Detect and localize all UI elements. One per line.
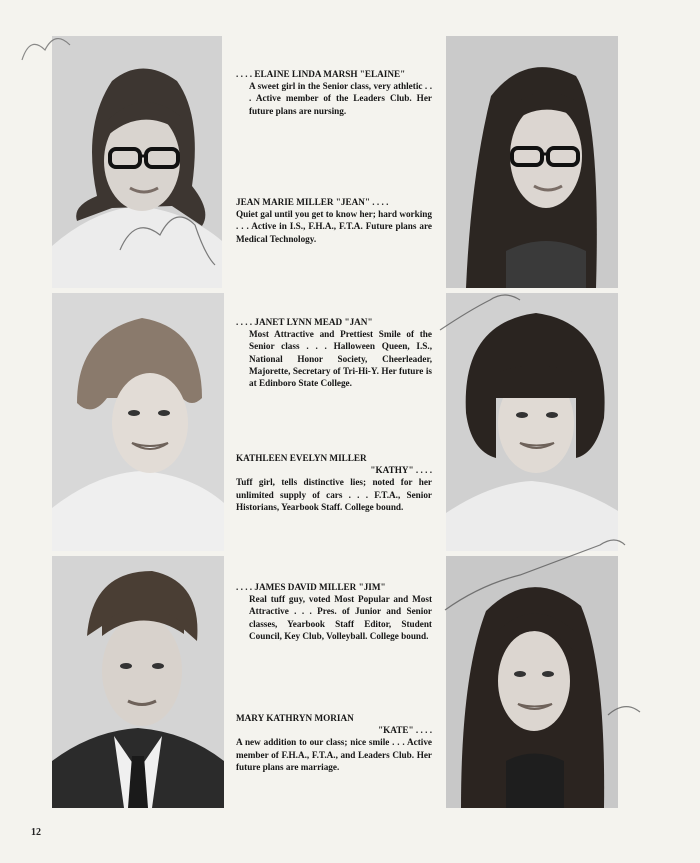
- bio-text: Quiet gal until you get to know her; hard working . . . Active in I.S., F.H.A., F.T.A. Future plans are Medical Technology.: [236, 209, 432, 244]
- bio-heading: KATHLEEN EVELYN MILLER: [236, 453, 367, 463]
- bio-kathleen-miller: [236, 452, 432, 513]
- bio-elaine-marsh: [236, 68, 432, 117]
- bio-text: Most Attractive and Prettiest Smile of the Senior class . . . Halloween Queen, I.S., National Honor Society, Cheerleader, Majorette, Secretary of Tri-Hi-Y. Her future is at Edinboro State College.: [249, 329, 432, 389]
- bio-nickname: "KATHY" . . . .: [370, 465, 432, 476]
- portrait-janet-mead: [52, 293, 224, 551]
- bio-heading: MARY KATHRYN MORIAN: [236, 713, 354, 723]
- bio-heading: . . . . JAMES DAVID MILLER "JIM": [236, 582, 386, 592]
- bio-text: Real tuff guy, voted Most Popular and Most Attractive . . . Pres. of Junior and Senior classes, Yearbook Staff Editor, Student Council, Key Club, Volleyball. College bound.: [249, 594, 432, 641]
- bio-heading: . . . . ELAINE LINDA MARSH "ELAINE": [236, 69, 406, 79]
- portrait-jean-miller: [446, 36, 618, 288]
- portrait-kathleen-miller: [446, 293, 618, 551]
- bio-nickname: "KATE" . . . .: [378, 725, 432, 736]
- bio-janet-mead: [236, 316, 432, 389]
- bio-text: A new addition to our class; nice smile . . . Active member of F.H.A., F.T.A., and Leaders Club. Her future plans are marriage.: [236, 737, 432, 772]
- bio-heading: . . . . JANET LYNN MEAD "JAN": [236, 317, 373, 327]
- portrait-james-miller: [52, 556, 224, 808]
- bio-jean-miller: [236, 196, 432, 245]
- bio-james-miller: [236, 581, 432, 642]
- bio-heading: JEAN MARIE MILLER "JEAN" . . . .: [236, 197, 389, 207]
- portrait-mary-morian: [446, 556, 618, 808]
- bio-text: A sweet girl in the Senior class, very athletic . . . Active member of the Leaders Club. Her future plans are nursing.: [249, 81, 432, 116]
- bio-text: Tuff girl, tells distinctive lies; noted for her unlimited supply of cars . . . F.T.A., Senior Historians, Yearbook Staff. College bound.: [236, 477, 432, 512]
- page-number: 12: [31, 827, 41, 838]
- portrait-elaine-marsh: [52, 36, 222, 288]
- bio-mary-morian: [236, 712, 432, 773]
